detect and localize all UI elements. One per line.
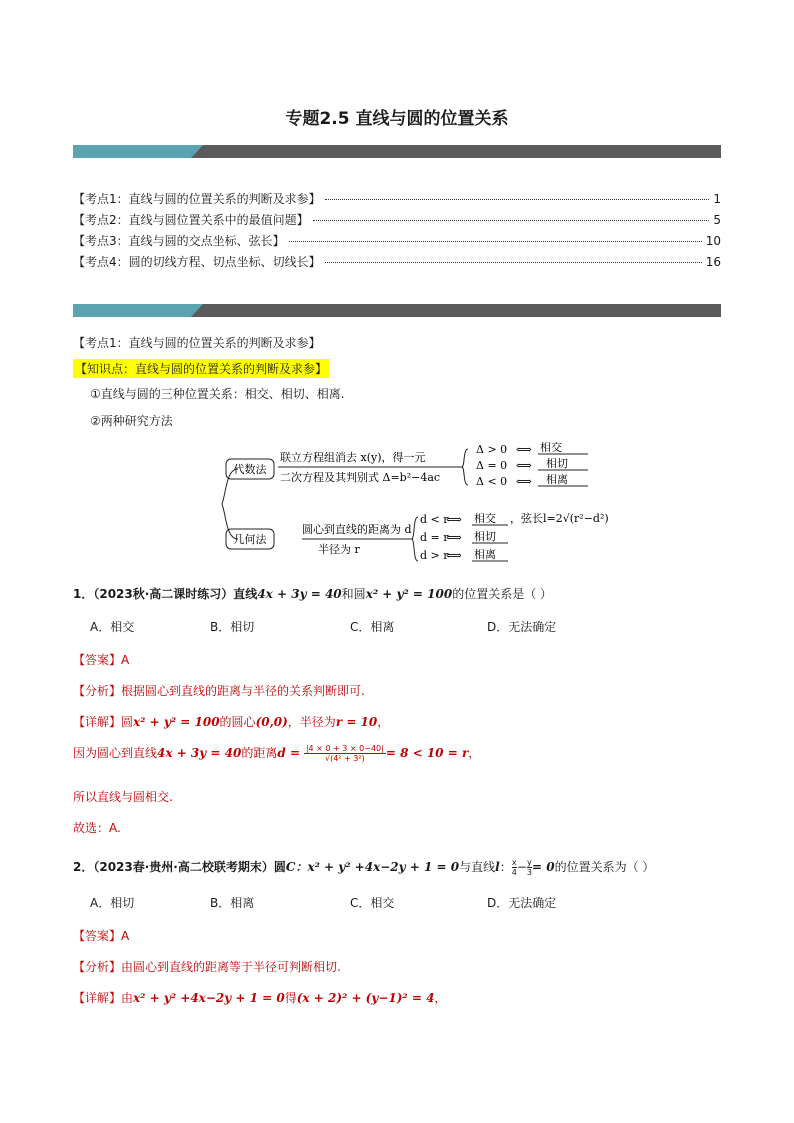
- geo-cond-2: d > r: [420, 549, 449, 562]
- question-2-stem: 2．（2023春·贵州·高二校联考期末）圆C：x² + y² +4x−2y + 1 = 0与直线l： $\frac{x}{4}$ − $\frac{y}{3}$ = 0的位置关系为（ ）: [73, 858, 655, 877]
- q1-answer: 【答案】A: [73, 653, 130, 667]
- q1-option-d[interactable]: D．无法确定: [487, 620, 557, 634]
- q1-option-b[interactable]: B．相切: [210, 620, 255, 634]
- alg-cond-0: Δ > 0: [476, 443, 508, 456]
- q2-option-b[interactable]: B．相离: [210, 896, 255, 910]
- q1-option-a[interactable]: A．相交: [90, 620, 135, 634]
- toc-leader: [325, 262, 702, 263]
- toc-label: 【考点2：直线与圆位置关系中的最值问题】: [73, 213, 309, 227]
- q1-analysis: 【分析】根据圆心到直线的距离与半径的关系判断即可.: [73, 684, 365, 698]
- q1-option-c[interactable]: C．相离: [350, 620, 395, 634]
- algebra-label: 代数法: [233, 463, 267, 476]
- q2-option-a[interactable]: A．相切: [90, 896, 135, 910]
- q1-choose: 故选：A.: [73, 821, 121, 835]
- q1-detail-line3: 所以直线与圆相交.: [73, 790, 173, 804]
- toc-page: 1: [713, 192, 721, 206]
- point-two: ②两种研究方法: [90, 414, 173, 428]
- toc-entry[interactable]: [73, 232, 721, 253]
- toc-leader: [289, 241, 702, 242]
- geometry-label: 几何法: [233, 533, 267, 546]
- algebra-line2: 二次方程及其判别式 Δ=b²−4ac: [280, 471, 441, 484]
- question-1-stem: 1．（2023秋·高二课时练习）直线4x + 3y = 40和圆x² + y² = 100的位置关系是（ ）: [73, 587, 553, 601]
- iff-arrow-icon: ⟺: [446, 531, 462, 544]
- q2-answer: 【答案】A: [73, 929, 130, 943]
- alg-result-1: 相切: [546, 457, 568, 470]
- q2-option-c[interactable]: C．相交: [350, 896, 395, 910]
- chord-length-text: ，弦长l=2√(r²−d²): [510, 512, 609, 525]
- toc-label: 【考点4：圆的切线方程、切点坐标、切线长】: [73, 255, 321, 269]
- toc-leader: [313, 220, 710, 221]
- geometry-line2: 半径为 r: [318, 543, 360, 556]
- iff-arrow-icon: ⟺: [516, 443, 532, 456]
- alg-result-2: 相离: [546, 473, 568, 486]
- methods-diagram: [218, 439, 618, 569]
- page-title: 专题2.5 直线与圆的位置关系: [285, 109, 509, 129]
- point-one: ①直线与圆的三种位置关系：相交、相切、相离.: [90, 387, 345, 401]
- section-heading: 【考点1：直线与圆的位置关系的判断及求参】: [73, 336, 321, 350]
- geo-cond-0: d < r: [420, 513, 449, 526]
- knowledge-point-highlight: 【知识点：直线与圆的位置关系的判断及求参】: [73, 359, 329, 378]
- q2-analysis: 【分析】由圆心到直线的距离等于半径可判断相切.: [73, 960, 341, 974]
- geo-cond-1: d = r: [420, 531, 449, 544]
- iff-arrow-icon: ⟺: [516, 475, 532, 488]
- header-divider-band: [73, 145, 721, 158]
- section-divider-band: [73, 304, 721, 317]
- geo-result-0: 相交: [474, 512, 496, 525]
- toc-label: 【考点3：直线与圆的交点坐标、弦长】: [73, 234, 285, 248]
- geometry-line1: 圆心到直线的距离为 d: [302, 523, 412, 536]
- toc-label: 【考点1：直线与圆的位置关系的判断及求参】: [73, 192, 321, 206]
- alg-cond-2: Δ < 0: [476, 475, 508, 488]
- alg-result-0: 相交: [540, 441, 562, 454]
- iff-arrow-icon: ⟺: [516, 459, 532, 472]
- fraction-x4: $\frac{x}{4}$: [511, 858, 517, 877]
- algebra-line1: 联立方程组消去 x(y)，得一元: [280, 451, 426, 464]
- geo-result-1: 相切: [474, 530, 496, 543]
- toc-page: 16: [705, 255, 721, 269]
- q2-option-d[interactable]: D．无法确定: [487, 896, 557, 910]
- geo-result-2: 相离: [474, 548, 496, 561]
- toc-entry[interactable]: [73, 253, 721, 274]
- fraction-y3: $\frac{y}{3}$: [526, 858, 532, 877]
- iff-arrow-icon: ⟺: [446, 513, 462, 526]
- alg-cond-1: Δ = 0: [476, 459, 508, 472]
- q1-detail-line2: 因为圆心到直线4x + 3y = 40的距离d = $\frac{|4 \times 0 + 3 \times 0-40|}{\text{√(4² + 3²)}}$ = 8 < 10 = r，: [73, 744, 481, 763]
- toc-page: 10: [705, 234, 721, 248]
- toc-page: 5: [713, 213, 721, 227]
- toc-entry[interactable]: [73, 211, 721, 232]
- toc-leader: [325, 199, 710, 200]
- distance-fraction: $\frac{|4 \times 0 + 3 \times 0-40|}{\text{√(4² + 3²)}}$: [305, 744, 384, 763]
- table-of-contents: [73, 190, 721, 274]
- iff-arrow-icon: ⟺: [446, 549, 462, 562]
- q1-detail-line1: 【详解】圆x² + y² = 100的圆心(0,0)，半径为r = 10，: [73, 715, 390, 729]
- toc-entry[interactable]: [73, 190, 721, 211]
- q2-detail-line1: 【详解】由x² + y² +4x−2y + 1 = 0得(x + 2)² + (y−1)² = 4，: [73, 991, 447, 1005]
